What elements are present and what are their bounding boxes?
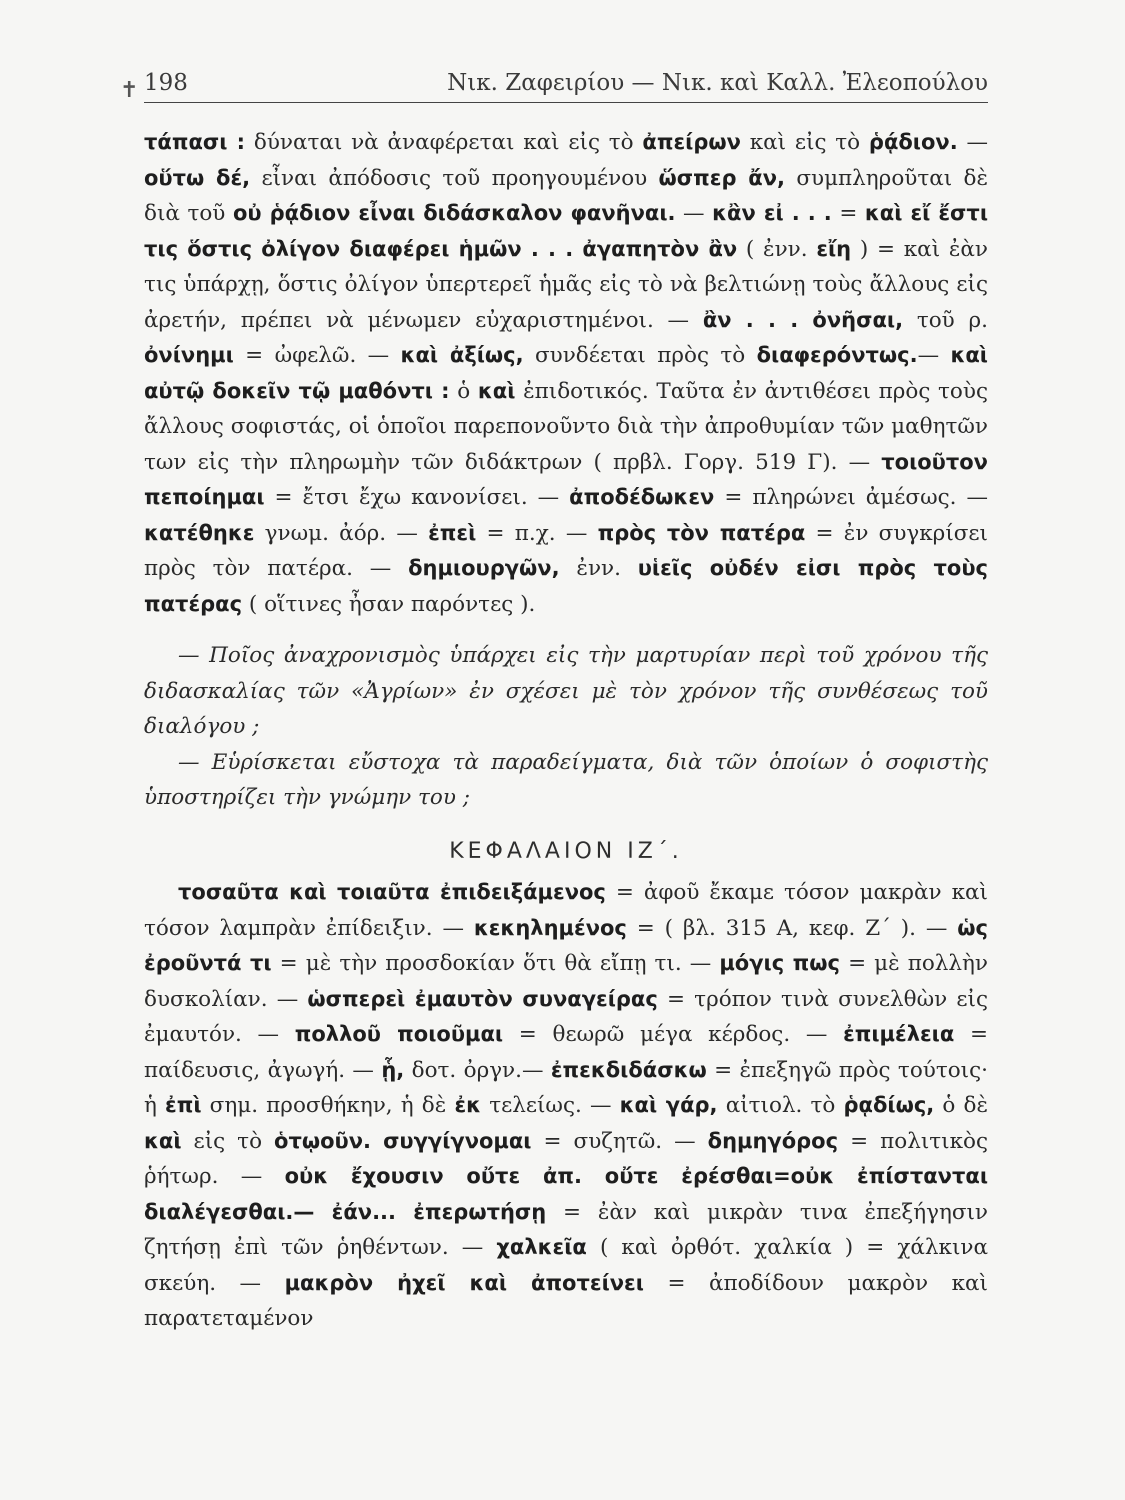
running-title: Νικ. Ζαφειρίου — Νικ. καὶ Καλλ. Ἐλεοπούλου [447,70,988,96]
margin-mark: ✝ [120,78,139,103]
gloss-text: = μὲ τὴν προσδοκίαν ὅτι θὰ εἴπῃ τι. — [271,951,720,976]
gloss-text: = ἐπεξηγῶ πρὸς τούτοις· ἡ [144,1057,988,1118]
bold-lemma: ῥᾴδιον. [868,130,958,154]
bold-lemma: ὡς ἐροῦντά τι [144,915,988,975]
gloss-text: ( καὶ ὀρθότ. χαλκία ) = χάλκινα σκεύη. — [144,1235,988,1296]
bold-lemma: συγγίγνομαι [383,1128,532,1153]
gloss-text: = θεωρῶ μέγα κέρδος. — [503,1022,844,1047]
bold-lemma: ἐπὶ [165,1093,202,1117]
gloss-text: = πληρώνει ἀμέσως. — [714,485,988,510]
gloss-text: ἐνν. [559,556,638,581]
bold-lemma: καὶ εἴ ἔστι τις ὅστις ὀλίγον διαφέρει ἡμῶν . . . ἀγαπητὸν ἂν [144,201,988,261]
gloss-text: ( οἵτινες ἦσαν παρόντες ). [242,591,536,617]
gloss-text: εἰς τὸ [181,1128,275,1154]
commentary-paragraph-1 [144,125,988,622]
bold-lemma: ὥσπερ ἄν, [658,165,785,190]
bold-lemma: οὕτω δέ, [144,165,251,190]
body-text [144,125,988,1337]
gloss-text: γνωμ. ἀόρ. — [254,520,429,546]
bold-lemma: δημιουργῶν, [408,556,560,580]
bold-lemma: καὶ [144,1128,182,1153]
bold-lemma: υἱεῖς οὐδέν εἰσι πρὸς τοὺς πατέρας [144,556,988,616]
gloss-text: = πολιτικὸς ῥήτωρ. — [144,1128,988,1189]
gloss-text: δοτ. ὀργν.— [404,1057,551,1083]
gloss-text: = [831,201,865,226]
gloss-text: = τρόπον τινὰ συνελθὼν εἰς ἐμαυτόν. — [144,986,988,1047]
gloss-text: ἐπιδοτικός. Ταῦτα ἐν ἀντιθέσει πρὸς τοὺς ἄλλους σοφιστάς, οἱ ὁποῖοι παρεπονοῦντο διὰ τὴν ἀπροθυμίαν τῶν μαθητῶν των εἰς τὴν πληρωμὴν τῶν διδάκτρων ( πρβλ. Γοργ. 519 Γ). — [144,378,988,475]
gloss-text [371,1129,383,1154]
bold-lemma: ἀποδέδωκεν [569,485,715,509]
chapter-heading: ΚΕΦΑΛΑΙΟΝ ΙΖ΄. [449,838,683,864]
gloss-text: ὁ [449,378,478,404]
gloss-text: — [957,130,988,155]
running-header [144,70,988,103]
gloss-text: τοῦ ρ. [903,307,988,333]
gloss-text: = ἐὰν καὶ μικρὰν τινα ἐπεξήγησιν ζητήσῃ ἐπὶ τῶν ῥηθέντων. — [144,1199,988,1260]
bold-lemma: πρὸς τὸν πατέρα [597,520,806,545]
gloss-text: ) = καὶ ἐὰν τις ὑπάρχῃ, ὅστις ὀλίγον ὑπερτερεῖ ἡμᾶς εἰς τὸ νὰ βελτιώνῃ τοὺς ἄλλους εἰς ἀρετήν, πρέπει νὰ μένωμεν εὐχαριστημένοι. — [144,236,988,333]
gloss-text: = ἐν συγκρίσει πρὸς τὸν πατέρα. — [144,520,988,581]
gloss-text: = παίδευσις, ἀγωγή. — [144,1022,989,1083]
gloss-text: ( ἐνν. [737,236,817,262]
gloss-text: σημ. προσθήκην, ἡ δὲ [201,1093,455,1118]
bold-lemma: ὀνίνημι [144,343,234,367]
gloss-text: δύναται νὰ ἀναφέρεται καὶ εἰς τὸ [245,130,643,155]
bold-lemma: ἐκ [454,1093,482,1117]
bold-lemma: καὶ [477,378,516,403]
bold-lemma: χαλκεῖα [496,1235,587,1259]
study-question-1: — Ποῖος ἀναχρονισμὸς ὑπάρχει εἰς τὴν μαρτυρίαν περὶ τοῦ χρόνου τῆς διδασκαλίας τῶν «Ἀγρίων» ἐν σχέσει μὲ τὸν χρόνον τῆς συνθέσεως τοῦ διαλόγου ; [144,643,988,739]
bold-lemma: κατέθηκε [144,520,255,545]
gloss-text: = ἔτσι ἔχω κανονίσει. — [264,485,570,510]
gloss-text: = π.χ. — [476,520,598,546]
bold-lemma: καὶ γάρ, [619,1093,718,1117]
gloss-text: καὶ εἰς τὸ [740,130,869,155]
bold-lemma: ἐπεκδιδάσκω [550,1057,707,1082]
gloss-text: — [917,343,951,368]
gloss-text: = ( βλ. 315 Α, κεφ. Ζ΄ ). — [626,915,958,941]
gloss-text: — [675,201,713,226]
bold-lemma: τοσαῦτα καὶ τοιαῦτα ἐπιδειξάμενος [178,880,606,904]
gloss-text: = συζητῶ. — [531,1128,708,1154]
bold-lemma: κἂν εἰ . . . [712,201,832,225]
gloss-text: αἰτιολ. τὸ [717,1093,844,1118]
gloss-text: τελείως. — [481,1093,620,1118]
bold-lemma: τάπασι : [144,130,246,154]
gloss-text: εἶναι ἀπόδοσις τοῦ προηγουμένου [250,165,659,191]
gloss-text: = ἀφοῦ ἔκαμε τόσον μακρὰν καὶ τόσον λαμπρὰν ἐπίδειξιν. — [144,880,988,941]
bold-lemma: οὐ ῥᾴδιον εἶναι διδάσκαλον φανῆναι. [232,201,676,225]
bold-lemma: ἐπιμέλεια [843,1022,955,1046]
gloss-text: = μὲ πολλὴν δυσκολίαν. — [144,951,988,1012]
bold-lemma: καὶ ἀξίως, [400,343,524,367]
bold-lemma: καὶ αὐτῷ δοκεῖν τῷ μαθόντι : [144,343,988,403]
gloss-text: = ὠφελῶ. — [233,343,401,368]
bold-lemma: ἐπεὶ [428,520,477,545]
gloss-text: ὁ δὲ [934,1093,988,1118]
bold-lemma: μακρὸν ἠχεῖ καὶ ἀποτείνει [284,1270,644,1295]
bold-lemma: διαφερόντως. [756,343,918,367]
bold-lemma: ὡσπερεὶ ἐμαυτὸν συναγείρας [307,986,658,1011]
bold-lemma: ἂν . . . ὀνῆσαι, [702,307,904,332]
bold-lemma: ᾗ, [381,1057,405,1082]
gloss-text: συνδέεται πρὸς τὸ [523,343,757,368]
bold-lemma: κεκηλημένος [473,915,627,940]
gloss-text: = ἀποδίδουν μακρὸν καὶ παρατεταμένον [144,1270,988,1331]
bold-lemma: ἀπείρων [642,130,741,154]
bold-lemma: μόγις πως [719,951,840,975]
bold-lemma: δημηγόρος [707,1128,839,1153]
bold-lemma: εἴη [816,236,852,261]
bold-lemma: οὐκ ἔχουσιν οὔτε ἀπ. οὔτε ἐρέσθαι=οὐκ ἐπίστανται διαλέγεσθαι.— ἐάν... ἐπερωτήσῃ [144,1164,988,1224]
bold-lemma: πολλοῦ ποιοῦμαι [294,1022,504,1046]
page-number: 198 [144,70,188,96]
bold-lemma: ῥᾳδίως, [843,1093,935,1117]
bold-lemma: ὁτῳοῦν. [274,1128,372,1153]
study-question-2: — Εὑρίσκεται εὔστοχα τὰ παραδείγματα, διὰ τῶν ὁποίων ὁ σοφιστὴς ὑποστηρίζει τὴν γνώμην του ; [144,749,988,810]
commentary-paragraph-2 [144,875,988,1337]
bold-lemma: τοιοῦτον πεποίημαι [144,449,988,509]
gloss-text: συμπληροῦται δὲ διὰ τοῦ [144,165,988,226]
